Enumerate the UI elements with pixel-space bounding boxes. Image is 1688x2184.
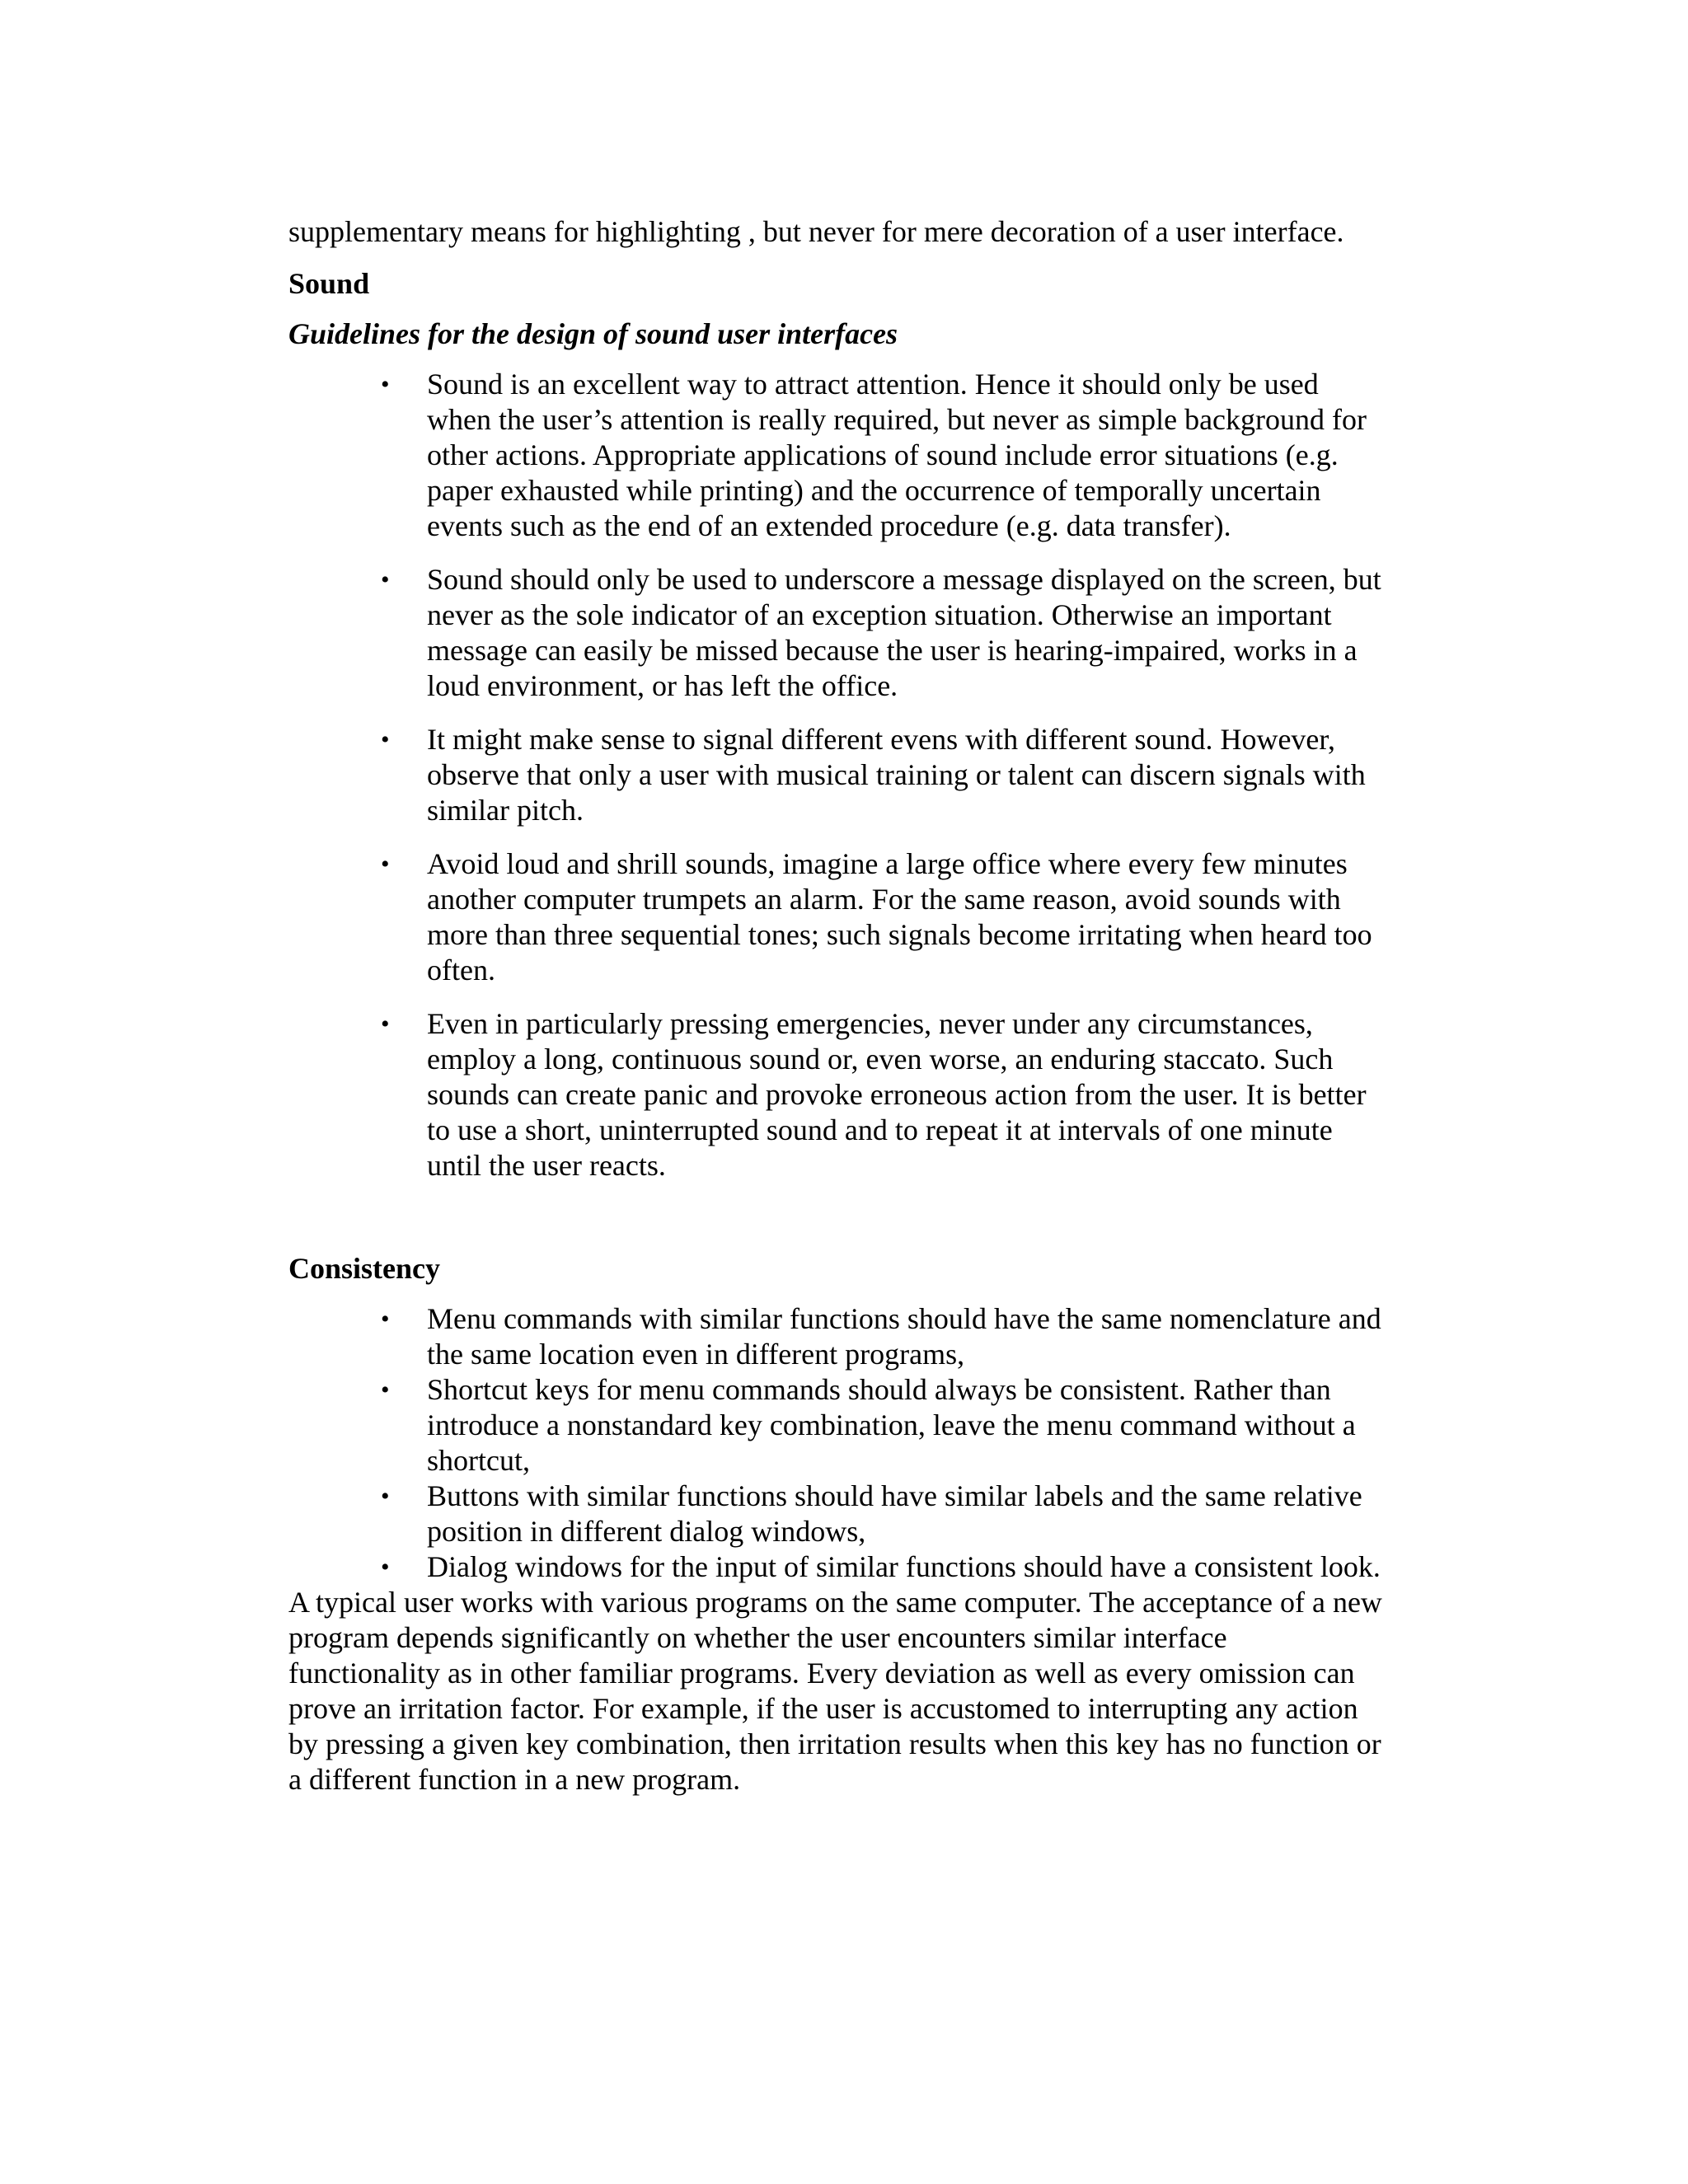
sound-subheading: Guidelines for the design of sound user interfaces (288, 317, 898, 350)
list-item-text: Shortcut keys for menu commands should always be consistent. Rather than introduce a nonstandard key combination, leave the menu command without a shortcut, (427, 1373, 1356, 1477)
list-item-text: Sound is an excellent way to attract attention. Hence it should only be used when the user’s attention is really required, but never as simple background for other actions. Appropriate applications of sound include error situations (e.g. paper exhausted while printing) and the occurrence of temporally uncertain events such as the end of an extended procedure (e.g. data transfer). (427, 368, 1367, 542)
sound-guidelines-list (288, 367, 1385, 1183)
bullet-icon: • (381, 1376, 390, 1404)
consistency-list (288, 1301, 1385, 1585)
consistency-heading: Consistency (288, 1252, 441, 1285)
list-item (288, 1372, 1385, 1479)
list-item (288, 846, 1385, 988)
list-item-text: Avoid loud and shrill sounds, imagine a large office where every few minutes another computer trumpets an alarm. For the same reason, avoid sounds with more than three sequential tones; such signals become irritating when heard too often. (427, 847, 1372, 987)
section-spacer (288, 1202, 1385, 1251)
bullet-icon: • (381, 566, 390, 593)
list-item (288, 1479, 1385, 1549)
list-item-text: Even in particularly pressing emergencies, never under any circumstances, employ a long, continuous sound or, even worse, an enduring staccato. Such sounds can create panic and provoke erroneous action from the user. It is better to use a short, uninterrupted sound and to repeat it at intervals of one minute until the user reacts. (427, 1007, 1367, 1182)
list-item (288, 1006, 1385, 1183)
sound-heading: Sound (288, 267, 370, 300)
bullet-icon: • (381, 1305, 390, 1333)
list-item (288, 562, 1385, 704)
document-page (288, 214, 1385, 1797)
bullet-icon: • (381, 1483, 390, 1510)
list-item (288, 1301, 1385, 1372)
list-item (288, 722, 1385, 828)
list-item-text: It might make sense to signal different evens with different sound. However, observe that only a user with musical training or talent can discern signals with similar pitch. (427, 723, 1366, 827)
bullet-icon: • (381, 1554, 390, 1581)
bullet-icon: • (381, 851, 390, 878)
bullet-icon: • (381, 1010, 390, 1038)
bullet-icon: • (381, 726, 390, 753)
list-item (288, 1549, 1385, 1585)
intro-continuation-paragraph: supplementary means for highlighting , but never for mere decoration of a user interface. (288, 215, 1344, 248)
list-item-text: Buttons with similar functions should have similar labels and the same relative position in different dialog windows, (427, 1479, 1362, 1548)
consistency-paragraph: A typical user works with various programs on the same computer. The acceptance of a new program depends significantly on whether the user encounters similar interface functionality as in other familiar programs. Every deviation as well as every omission can prove an irritation factor. For example, if the user is accustomed to interrupting any action by pressing a given key combination, then irritation results when this key has no function or a different function in a new program. (288, 1586, 1382, 1796)
list-item-text: Dialog windows for the input of similar functions should have a consistent look. (427, 1550, 1381, 1583)
list-item-text: Menu commands with similar functions should have the same nomenclature and the same location even in different programs, (427, 1302, 1381, 1371)
bullet-icon: • (381, 371, 390, 398)
list-item (288, 367, 1385, 544)
list-item-text: Sound should only be used to underscore a message displayed on the screen, but never as the sole indicator of an exception situation. Otherwise an important message can easily be missed because the user is hearing-impaired, works in a loud environment, or has left the office. (427, 563, 1381, 702)
